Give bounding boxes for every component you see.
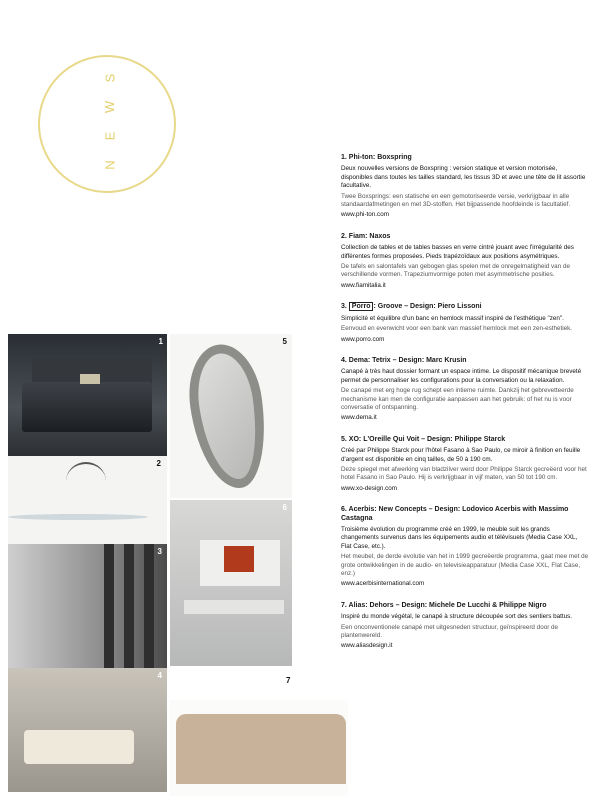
article-text-nl: Het meubel, de derde evolutie van het in 1999 gecreëerde programma, gaat mee met de grote ontwikkelingen in de audio- en televisieapparatuur (Media Case XXL, Flat Case, enz.) [341, 553, 589, 578]
article-heading: 6. Acerbis: New Concepts – Design: Lodovico Acerbis with Massimo Castagna [341, 506, 569, 522]
article-url[interactable]: www.aliasdesign.it [341, 642, 393, 650]
article-text-fr: Troisième évolution du programme créé en 1999, le meuble suit les grands changements survenus dans les équipements audio et télévisuels (Media Case XXL, Flat Case, etc.). [341, 526, 578, 550]
article-url[interactable]: www.dema.it [341, 414, 377, 422]
article-heading: 7. Alias: Dehors – Design: Michele De Lucchi & Philippe Nigro [341, 601, 547, 609]
photo-mirror [170, 334, 292, 498]
photo-number: 6 [282, 503, 287, 512]
article-brand: Porro [349, 302, 374, 311]
article-phi-ton [341, 154, 589, 220]
article-product: New Concepts – Design: Lodovico Acerbis with Massimo Castagna [341, 506, 569, 522]
photo-number: 3 [157, 547, 162, 556]
article-alias [341, 602, 589, 651]
photo-number: 4 [157, 671, 162, 680]
news-letter: S [102, 72, 118, 83]
article-brand: Fiam [348, 232, 366, 240]
article-text-fr: Deux nouvelles versions de Boxspring : version statique et version motorisée, disponibles dans toutes les tailles standard, les tissus 3D et avec une tête de lit assortie facultative. [341, 165, 586, 190]
article-brand: Acerbis [348, 506, 375, 514]
news-articles [341, 154, 589, 664]
article-product: Tetrix – Design: Marc Krusin [372, 356, 467, 364]
article-text-nl: Twee Boxsprings: een statische en een gemotoriseerde versie, verkrijgbaar in alle standaardafmetingen en met 3D-stoffen. Het bijpassende hoofdeinde is facultatief. [341, 192, 571, 209]
article-brand: Dema [348, 356, 368, 364]
article-text-fr: Collection de tables et de tables basses en verre cintré jouant avec l'irrégularité des différentes formes proposées. Pieds trapézoïdaux aux positions asymétriques. [341, 244, 574, 260]
photo-tv-furniture [170, 500, 292, 666]
photo-bed [8, 334, 167, 456]
photo-number: 7 [286, 676, 291, 685]
article-text-fr: Simplicité et équilibre d'un banc en hemlock massif inspiré de l'esthétique "zen". [341, 314, 564, 322]
article-brand: XO [348, 435, 359, 443]
article-product: Boxspring [377, 154, 412, 161]
article-porro [341, 303, 589, 344]
article-url[interactable]: www.acerbisinternational.com [341, 580, 425, 588]
photo-number: 2 [156, 459, 161, 468]
article-text-fr: Inspiré du monde végétal, le canapé à structure découpée sort des sentiers battus. [341, 613, 573, 621]
article-dema [341, 357, 589, 423]
photo-outdoor-sofa [170, 700, 348, 796]
photo-number: 1 [158, 337, 163, 346]
article-url[interactable]: www.phi-ton.com [341, 211, 389, 219]
article-text-nl: Deze spiegel met afwerking van bladzilver werd door Philippe Starck gecreëerd voor het hotel Fasano in Sao Paulo. Hij is verkrijgbaar in vijf maten, van 50 tot 190 cm. [341, 465, 587, 482]
news-letter: W [102, 99, 118, 114]
article-text-fr: Canapé à très haut dossier formant un espace intime. Le dispositif mécanique breveté permet de personnaliser les configurations pour la conversation ou la relaxation. [341, 368, 582, 384]
photo-sofa [8, 668, 167, 792]
article-text-nl: Eenvoud en evenwicht voor een bank van massief hemlock met een zen-esthetiek. [341, 325, 573, 333]
article-heading: 3. Porro : Groove – Design: Piero Lissoni [341, 303, 482, 311]
news-letter: N [102, 159, 118, 170]
article-url[interactable]: www.porro.com [341, 335, 385, 343]
article-url[interactable]: www.fiamitalia.it [341, 281, 386, 289]
news-letter: E [102, 130, 118, 141]
article-text-fr: Créé par Philippe Starck pour l'hôtel Fasano à Sao Paulo, ce miroir à finition en feuille d'argent est disponible en cinq tailles, de 50 à 190 cm. [341, 447, 581, 463]
article-text-nl: Een onconventionele canapé met uitgesneden structuur, geïnspireerd door de plantenwereld. [341, 623, 559, 640]
news-title-vertical [100, 70, 120, 172]
article-heading: 1. Phi-ton: Boxspring [341, 154, 412, 161]
article-product: Groove – Design: Piero Lissoni [377, 303, 482, 311]
article-heading: 4. Dema: Tetrix – Design: Marc Krusin [341, 356, 467, 364]
article-heading: 5. XO: L'Oreille Qui Voit – Design: Philippe Starck [341, 435, 506, 443]
article-xo [341, 436, 589, 493]
article-product: Dehors – Design: Michele De Lucchi & Philippe Nigro [369, 601, 547, 609]
photo-number: 5 [282, 337, 287, 346]
article-product: L'Oreille Qui Voit – Design: Philippe Starck [363, 435, 506, 443]
article-acerbis [341, 506, 589, 589]
article-brand: Phi-ton [348, 154, 373, 161]
article-fiam [341, 233, 589, 290]
article-url[interactable]: www.xo-design.com [341, 484, 397, 492]
article-brand: Alias [348, 601, 366, 609]
photo-bench-room [8, 544, 167, 668]
article-product: Naxos [369, 232, 391, 240]
photo-glass-table [8, 456, 167, 544]
article-text-nl: De tafels en salontafels van gebogen glas spelen met de onregelmatigheid van de verschillende vormen. Trapeziumvormige poten met asymmetrische posities. [341, 263, 570, 279]
article-heading: 2. Fiam: Naxos [341, 232, 391, 240]
article-text-nl: De canapé met erg hoge rug schept een intieme ruimte. Dankzij het gebrevetteerde mechanisme kan men de configuratie aanpassen aan het gebruik: of het nu is voor conversatie of ontspanning. [341, 387, 574, 411]
